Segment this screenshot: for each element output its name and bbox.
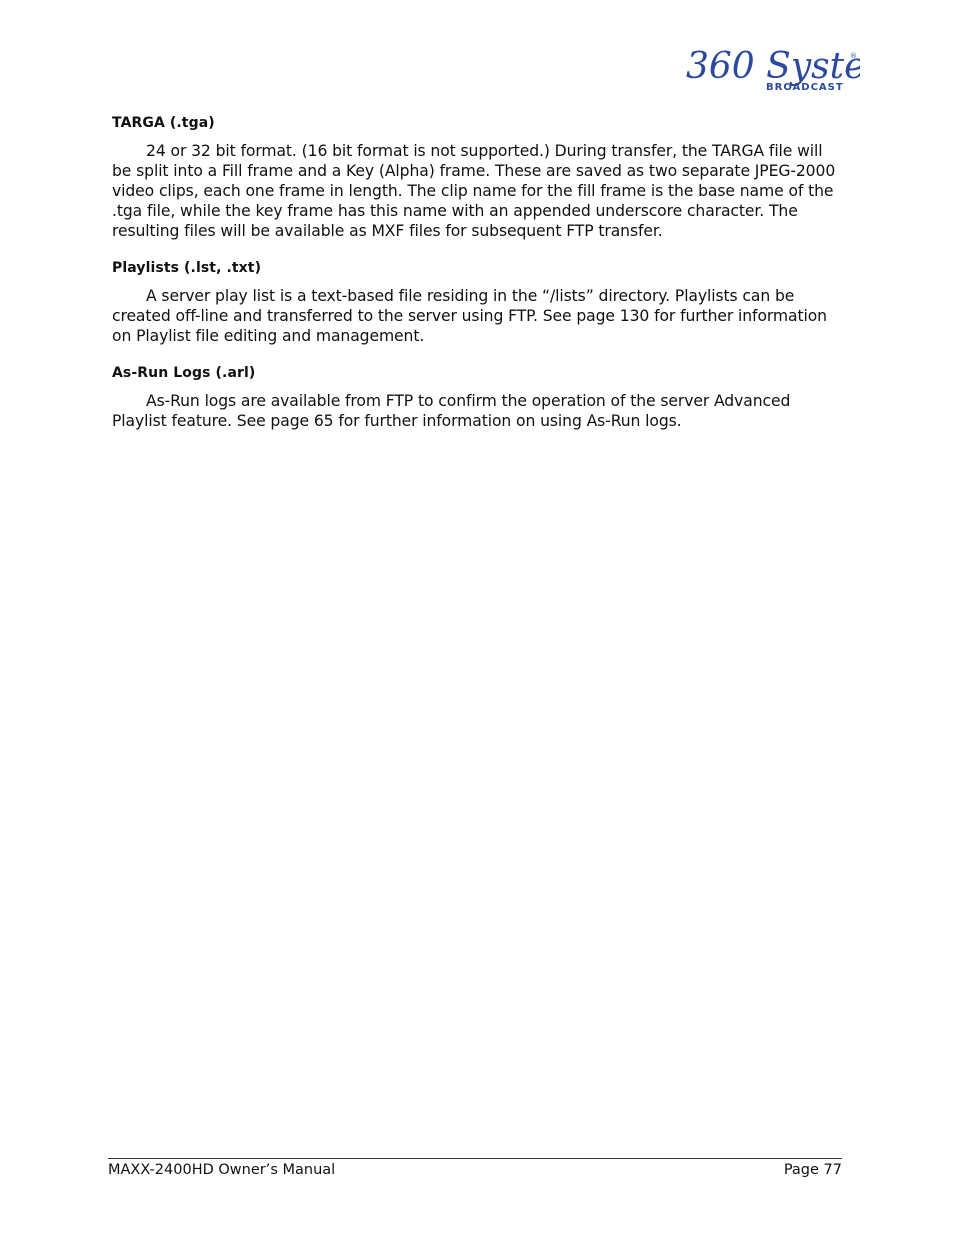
company-logo [684,44,860,94]
section-paragraph: As-Run logs are available from FTP to confirm the operation of the server Advanced Playlist feature. See page 65 for further information on using As-Run logs. [112,392,791,430]
section-heading: TARGA (.tga) [112,115,215,131]
logo-registered-mark: ® [850,52,857,60]
footer-manual-title: MAXX-2400HD Owner’s Manual [108,1162,336,1178]
logo-sub-text: BROADCAST [766,82,844,93]
footer-page-number: Page 77 [783,1162,842,1178]
logo-graphic [684,44,860,94]
section-heading: As-Run Logs (.arl) [112,365,256,381]
section-paragraph: A server play list is a text-based file residing in the “/lists” directory. Playlists can be created off-line and transferred to the server using FTP. See page 130 for further information on Playlist file editing and management. [112,287,827,345]
section-playlists [112,258,842,346]
section-targa [112,113,842,241]
section-heading: Playlists (.lst, .txt) [112,260,262,276]
section-paragraph: 24 or 32 bit format. (16 bit format is not supported.) During transfer, the TARGA file will be split into a Fill frame and a Key (Alpha) frame. These are saved as two separate JPEG-2000 video clips, each one frame in length. The clip name for the fill frame is the base name of the .tga file, while the key frame has this name with an appended underscore character. The resulting files will be available as MXF files for subsequent FTP transfer. [112,142,836,240]
page-content [112,113,842,431]
logo-brand-text: 360 Syst [686,46,845,87]
section-as-run-logs [112,363,842,431]
footer-divider [108,1158,842,1159]
